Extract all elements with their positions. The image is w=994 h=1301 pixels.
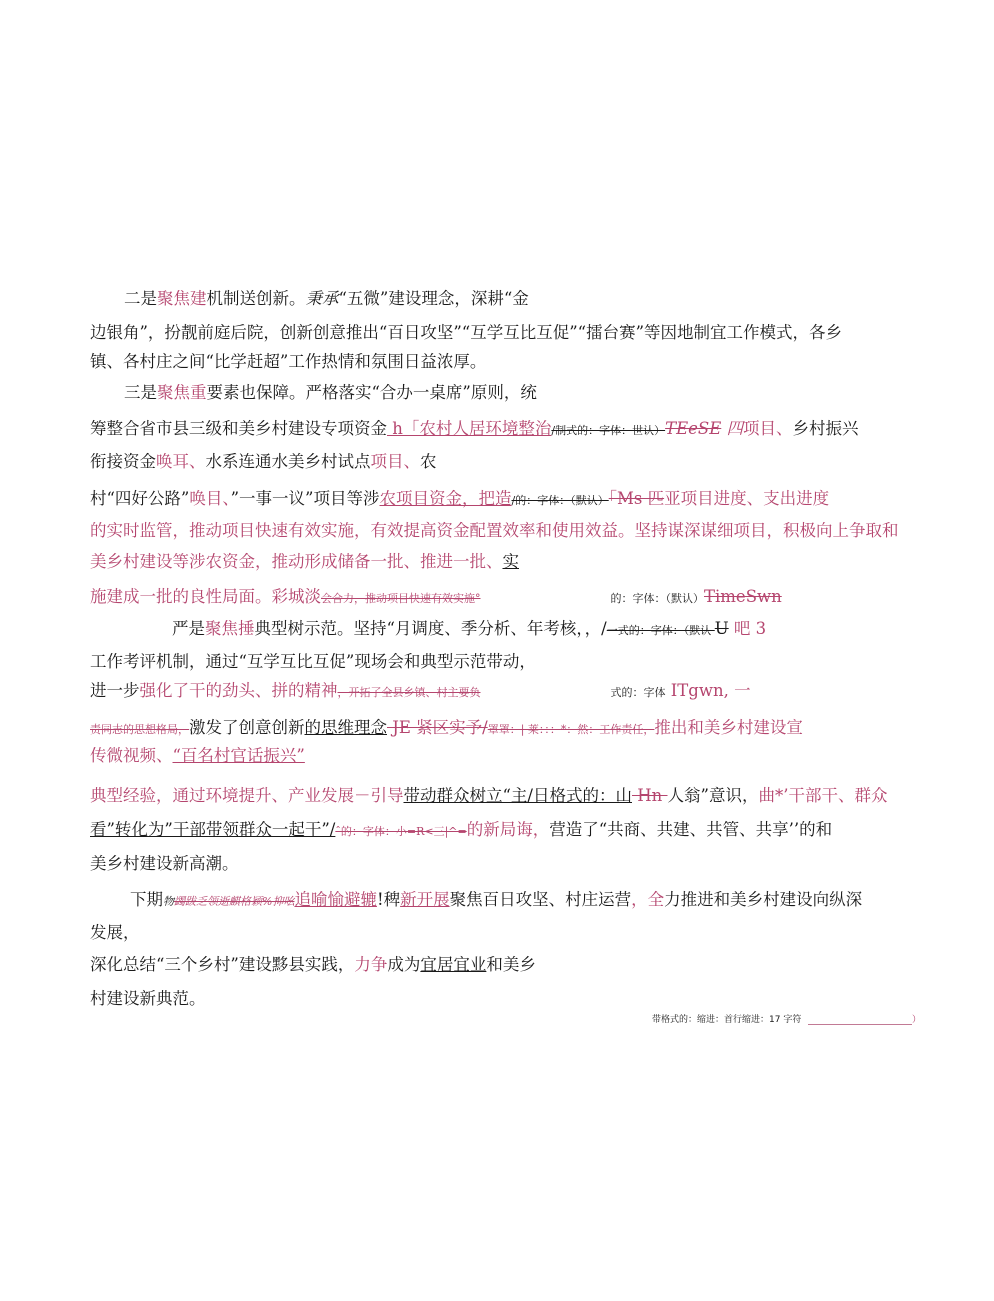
revision-insert: 唤目、 [189, 489, 231, 508]
revision-comment: /制式的：字体：世认） [551, 424, 666, 437]
revision-comment: ˆ的：字体：小=R<三|^= [335, 825, 467, 838]
p3-line1 [172, 617, 994, 643]
text: 聚焦百日攻坚、村庄运营 [449, 890, 632, 909]
p2-line2 [90, 417, 912, 443]
p4-line4: 村建设新典范。 [90, 989, 206, 1008]
text: 村“四好公路” [90, 489, 190, 508]
text: 三是 [124, 383, 157, 402]
text: 衔接资金 [90, 452, 156, 471]
revision-insert: ，全 [631, 890, 665, 909]
revision-comment: 式的：字体 [610, 686, 666, 699]
revision-insert: 亚项目进度、支出进度 [664, 489, 830, 508]
text: 要素也保障。严格落实“合办一桌席”原则，统 [206, 383, 537, 402]
text: 物 [163, 895, 174, 908]
revision-insert: 聚焦重 [157, 383, 207, 402]
text: 营造了“共商、共建、共管、共享’’的和 [549, 820, 833, 839]
text: 和美乡 [486, 955, 536, 974]
text: ”一事一议”项目等涉 [230, 489, 380, 508]
text: 的思维理念 [304, 718, 387, 737]
revision-insert: 美乡村建设等涉农资金，推动形成储备一批、推进一批、 [90, 552, 503, 571]
revision-delete: 「Ms 匹 [608, 489, 665, 508]
p4-line2: 发展， [90, 923, 140, 942]
text: 看”转化为”干部带领群众一起干”/ [90, 820, 336, 839]
p1-line2: 边银角”，扮靓前庭后院，创新创意推出“百日攻坚”“互学互比互促”“擂台赛”等因地制宜工作模式，各乡 [90, 323, 843, 342]
text: 成为 [387, 955, 421, 974]
p4-line3 [90, 953, 912, 979]
revision-insert: 力争 [354, 955, 388, 974]
text: 筹整合省市县三级和美乡村建设专项资金 [90, 419, 387, 438]
text: 秉承 [305, 289, 339, 308]
p2-line4 [90, 487, 912, 513]
p3-line5 [90, 744, 912, 770]
format-note: 带格式的：缩进：首行缩进：17 字符 [652, 1015, 802, 1025]
revision-insert: 吧 3 [728, 619, 767, 638]
revision-insert: 四 [721, 419, 744, 438]
p2-line3 [90, 450, 912, 476]
p3-line7 [90, 818, 912, 844]
text: 人翁”意识， [667, 786, 759, 805]
revision-comment: 一式的：字体：（默认 [606, 624, 715, 637]
revision-delete: Hn [632, 786, 668, 805]
revision-insert: 强化了干的劲头、拼的精神 [139, 681, 338, 700]
text: !稗 [376, 890, 401, 909]
text: 机制送创新。 [206, 289, 306, 308]
revision-insert: 典型经验，通过环境提升、产业发展－引导 [90, 786, 404, 805]
revision-comment: /的：字体：（默认） [511, 494, 609, 507]
p3-line2: 工作考评机制，通过“互学互比互促”现场会和典型示范带动， [90, 652, 536, 671]
p3-line8: 美乡村建设新高潮。 [90, 854, 239, 873]
revision-insert: 农项目资金，把造 [379, 489, 512, 508]
p3-line4 [90, 716, 912, 742]
format-note-line [808, 1024, 912, 1025]
revision-insert: “百名村官话振兴” [172, 746, 305, 765]
text: 典型树示范。坚持“月调度、季分析、年考核，，/ [254, 619, 607, 638]
revision-delete: 责同志的思想格局， [90, 723, 189, 736]
revision-insert: 唤耳、 [156, 452, 206, 471]
text: 乡村振兴 [792, 419, 859, 438]
revision-insert: 聚焦建 [157, 289, 207, 308]
revision-insert: h「农村人居环境整治 [387, 419, 552, 438]
p2-line1 [124, 381, 946, 407]
revision-insert: ITgwn, 一 [665, 681, 751, 700]
revision-insert: 曲*’干部干、群众 [758, 786, 888, 805]
text: 二是 [124, 289, 157, 308]
p3-line3 [90, 679, 912, 705]
revision-delete: 会合力，推动项目快速有效实施° [321, 592, 481, 605]
revision-delete: U [714, 619, 729, 638]
revision-delete: ，开拓了全县乡镇、村主要负 [337, 686, 481, 699]
text: 下期 [130, 890, 163, 909]
revision-delete: JE 紧区实予/ [387, 718, 488, 737]
revision-insert: 项目、 [743, 419, 793, 438]
p2-line6 [90, 550, 912, 576]
revision-insert: 新开展 [400, 890, 450, 909]
revision-insert: 项目、 [370, 452, 420, 471]
revision-comment: 的：字体：（默认） [610, 592, 704, 605]
revision-insert: 追喻愉避辘 [294, 890, 377, 909]
revision-insert: 传微视频、 [90, 746, 173, 765]
p3-line6 [90, 784, 912, 810]
revision-delete: TimeSwn [704, 587, 782, 606]
revision-comment: 罩罩：| 莱：：：*：然：工作责任， [487, 723, 655, 736]
p2-line7 [90, 585, 912, 611]
revision-insert: 推出和美乡村建设宣 [654, 718, 803, 737]
text: 宜居宜业 [420, 955, 487, 974]
text: 农 [420, 452, 437, 471]
text: 严是 [172, 619, 205, 638]
revision-delete: 蠲跋乏领逝麒格颖%抑吆 [174, 895, 295, 908]
p4-line1 [130, 888, 952, 914]
revision-insert: 的新局诲， [466, 820, 550, 839]
p2-line5: 的实时监管，推动项目快速有效实施，有效提高资金配置效率和使用效益。坚持谋深谋细项目，积极向上争取和 [90, 521, 899, 540]
text: 深化总结“三个乡村”建设黟县实践， [90, 955, 355, 974]
text: 带动群众树立“主/日格式的：山 [403, 786, 632, 805]
text: 进一步 [90, 681, 140, 700]
revision-delete: TEeSE [665, 419, 722, 438]
text: 激发了创意创新 [189, 718, 305, 737]
text: 水系连通水美乡村试点 [205, 452, 371, 471]
p1-line3: 镇、各村庄之间“比学赶超”工作热情和氛围日益浓厚。 [90, 352, 487, 371]
format-note-paren: ） [912, 1015, 922, 1025]
text: “五微”建设理念，深耕“金 [338, 289, 529, 308]
revision-insert: 聚焦捶 [205, 619, 255, 638]
text: 实 [502, 552, 519, 571]
revision-insert: 施建成一批的良性局面。彩城淡 [90, 587, 321, 606]
p1-line1 [124, 287, 946, 313]
text: 力推进和美乡村建设向纵深 [664, 890, 863, 909]
